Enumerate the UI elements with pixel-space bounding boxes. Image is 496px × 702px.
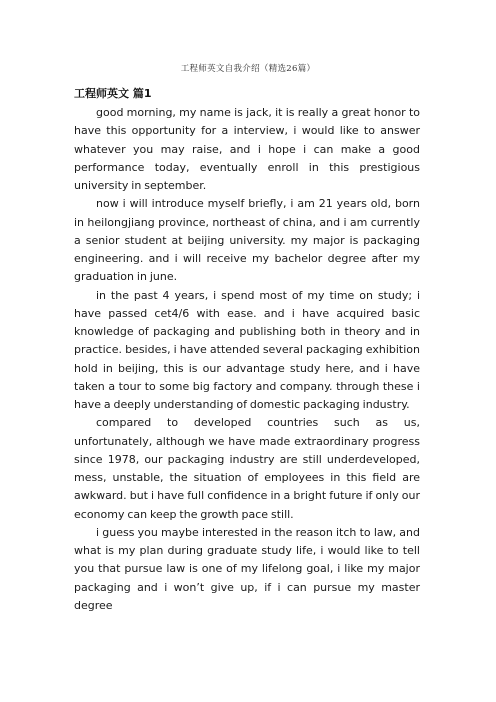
paragraph: in the past 4 years, i spend most of my time on study; i have passed cet4/6 with ease. and i have acquired basic knowledge of packaging and publishing both in theory and in practice. besides, i have attended several packaging exhibition hold in beijing, this is our advantage study here, and i have taken a tour to some big factory and company. through these i have a deeply understanding of domestic packaging industry. — [74, 288, 420, 411]
body-text — [74, 104, 420, 615]
paragraph: compared to developed countries such as us, unfortunately, although we have made extraordinary progress since 1978, our packaging industry are still underdeveloped, mess, unstable, the situation of employees in this field are awkward. but i have full confidence in a bright future if only our economy can keep the growth pace still. — [74, 416, 420, 521]
paragraph: i guess you maybe interested in the reason itch to law, and what is my plan during graduate study life, i would like to tell you that pursue law is one of my lifelong goal, i like my major packaging and i won’t give up, if i can pursue my master degree — [74, 525, 420, 612]
section-heading: 工程师英文 篇1 — [74, 87, 152, 100]
document-title: 工程师英文自我介绍（精选26篇） — [180, 64, 316, 74]
paragraph: now i will introduce myself briefly, i am 21 years old, born in heilongjiang province, northeast of china, and i am currently a senior student at beijing university. my major is packaging engineering. and i will receive my bachelor degree after my graduation in june. — [74, 197, 420, 284]
paragraph: good morning, my name is jack, it is really a great honor to have this opportunity for a interview, i would like to answer whatever you may raise, and i hope i can make a good performance today, eventually enroll in this prestigious university in september. — [74, 106, 420, 192]
